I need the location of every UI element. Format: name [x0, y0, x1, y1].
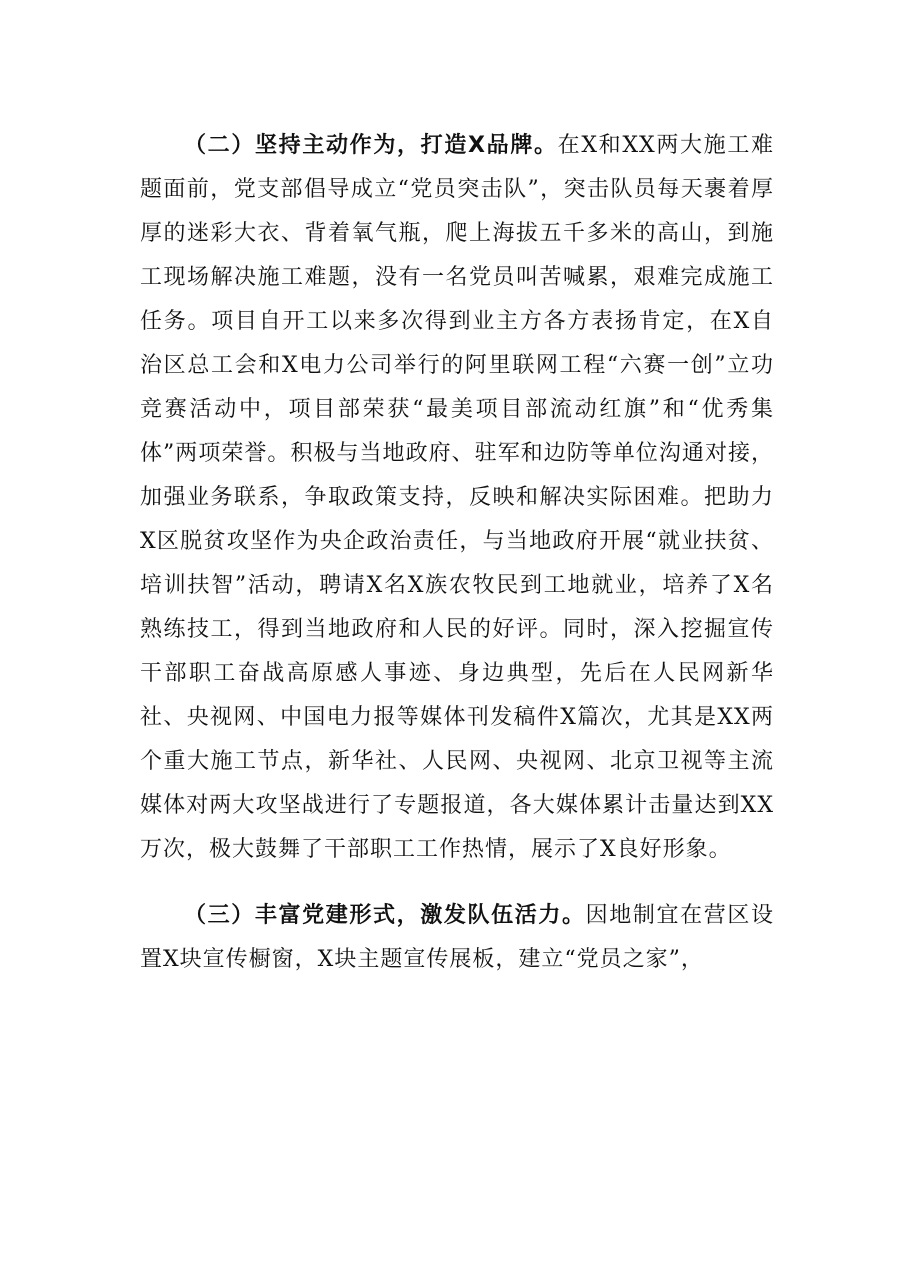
section-heading-brand-building: （二）坚持主动作为，打造X品牌。 — [184, 133, 558, 158]
document-body — [140, 124, 774, 982]
paragraph-brand-building — [140, 124, 774, 872]
paragraph-text-party-building: 因地制宜在营区设置X块宣传橱窗，X块主题宣传展板，建立“党员之家”， — [140, 903, 774, 972]
section-heading-party-building: （三）丰富党建形式，激发队伍活力。 — [184, 903, 586, 928]
paragraph-text-brand-building: 在X和XX两大施工难题面前，党支部倡导成立“党员突击队”，突击队员每天裹着厚厚的迷彩大衣、背着氧气瓶，爬上海拔五千多米的高山，到施工现场解决施工难题，没有一名党员叫苦喊累，艰难完成施工任务。项目自开工以来多次得到业主方各方表扬肯定，在X自治区总工会和X电力公司举行的阿里联网工程“六赛一创”立功竞赛活动中，项目部荣获“最美项目部流动红旗”和“优秀集体”两项荣誉。积极与当地政府、驻军和边防等单位沟通对接，加强业务联系，争取政策支持，反映和解决实际困难。把助力X区脱贫攻坚作为央企政治责任，与当地政府开展“就业扶贫、培训扶智”活动，聘请X名X族农牧民到工地就业，培养了X名熟练技工，得到当地政府和人民的好评。同时，深入挖掘宣传干部职工奋战高原感人事迹、身边典型，先后在人民网新华社、央视网、中国电力报等媒体刊发稿件X篇次，尤其是XX两个重大施工节点，新华社、人民网、央视网、北京卫视等主流媒体对两大攻坚战进行了专题报道，各大媒体累计击量达到XX万次，极大鼓舞了干部职工工作热情，展示了X良好形象。 — [140, 133, 774, 862]
paragraph-party-building — [140, 894, 774, 982]
